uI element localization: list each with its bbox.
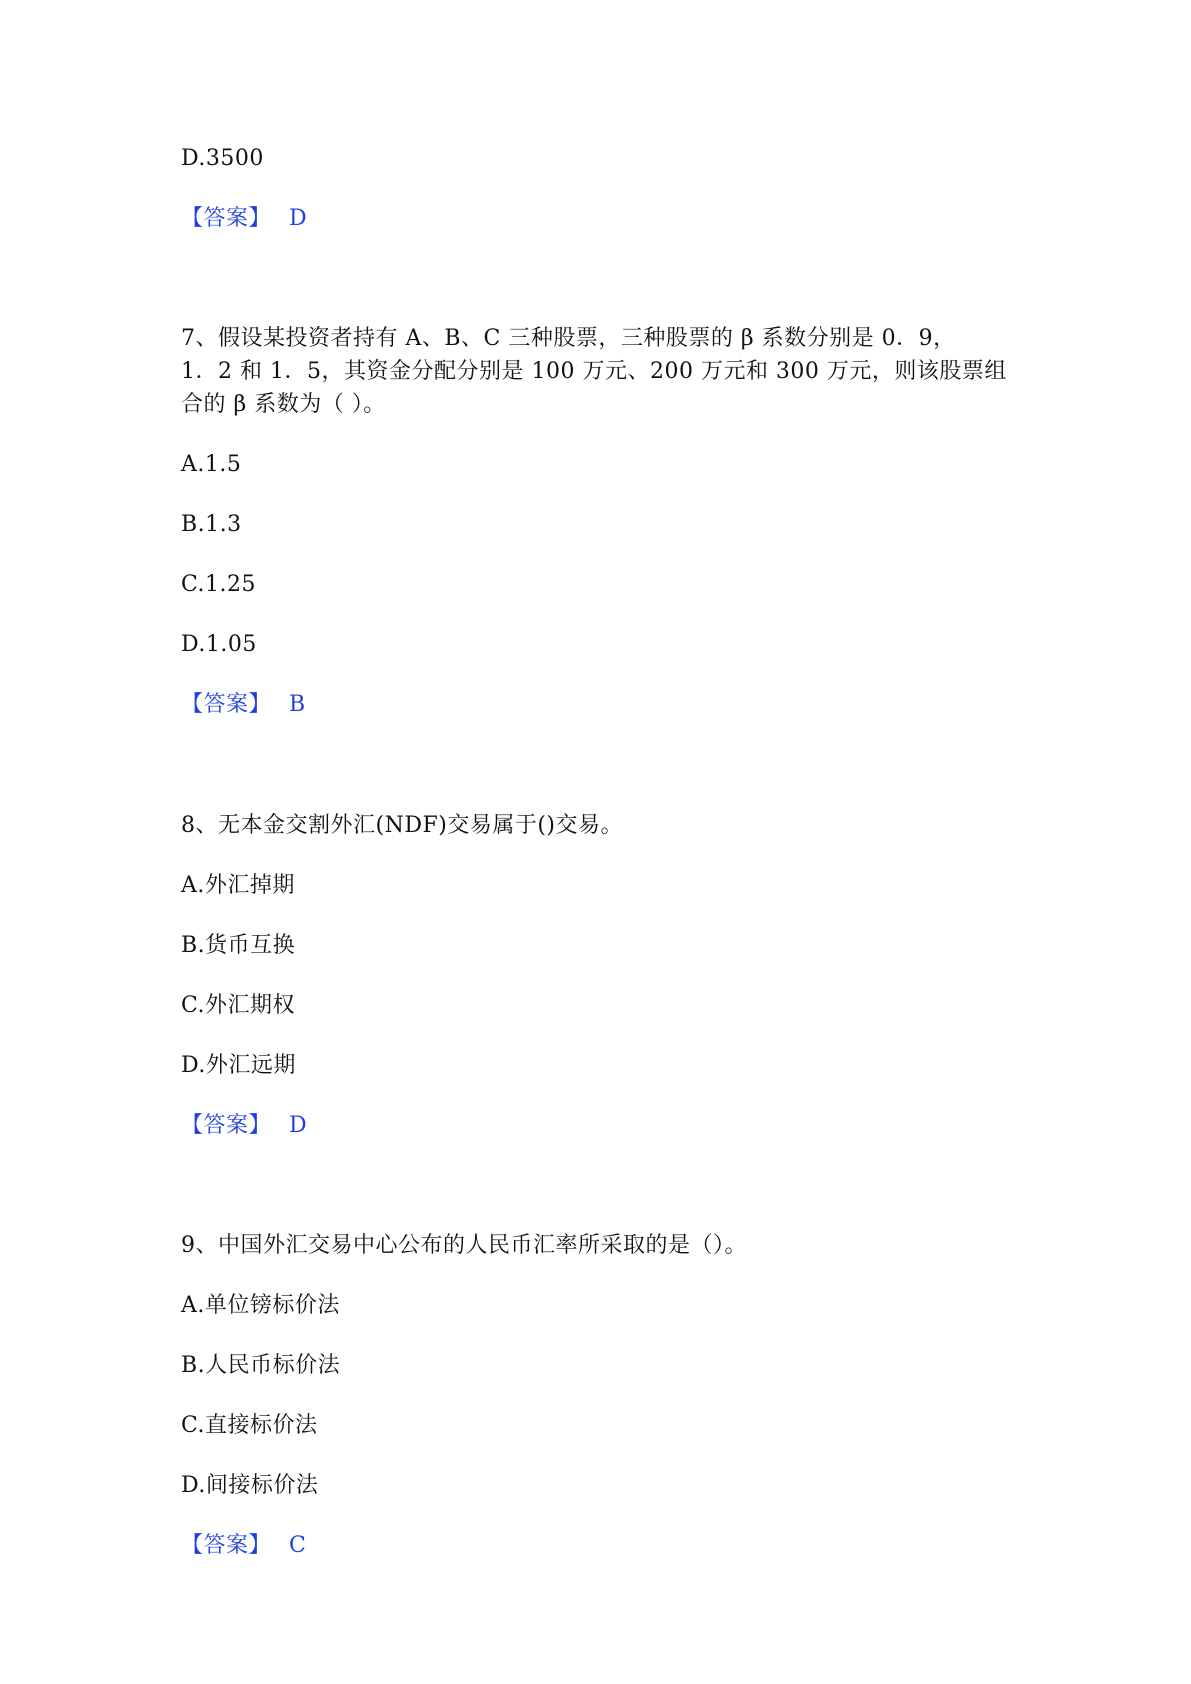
q7-option-c: C.1.25 — [181, 572, 257, 597]
answer-label: 【答案】 — [181, 692, 272, 717]
q7-stem-line-3: 合的 β 系数为（ ）。 — [181, 392, 386, 417]
q8-option-d: D.外汇远期 — [181, 1053, 296, 1078]
q9-answer — [181, 1530, 306, 1562]
q9-option-d: D.间接标价法 — [181, 1473, 319, 1498]
q7-option-a: A.1.5 — [181, 452, 242, 477]
q9-option-b: B.人民币标价法 — [181, 1353, 341, 1378]
q9-option-a: A.单位镑标价法 — [181, 1293, 340, 1318]
q6-answer — [181, 203, 307, 235]
q8-option-a: A.外汇掉期 — [181, 873, 295, 898]
q7-option-d: D.1.05 — [181, 632, 257, 657]
answer-label: 【答案】 — [181, 1113, 272, 1138]
q7-answer — [181, 689, 306, 721]
q9-stem: 9、中国外汇交易中心公布的人民币汇率所采取的是（）。 — [181, 1233, 747, 1258]
q6-option-d: D.3500 — [181, 146, 264, 171]
answer-value: C — [289, 1533, 307, 1558]
q8-option-c: C.外汇期权 — [181, 993, 296, 1018]
q9-option-c: C.直接标价法 — [181, 1413, 318, 1438]
q7-stem-line-2: 1．2 和 1．5，其资金分配分别是 100 万元、200 万元和 300 万元，则该股票组 — [181, 359, 1007, 384]
answer-value: D — [289, 1113, 308, 1138]
q8-stem: 8、无本金交割外汇(NDF)交易属于()交易。 — [181, 813, 623, 838]
answer-label: 【答案】 — [181, 1533, 272, 1558]
q7-option-b: B.1.3 — [181, 512, 242, 537]
answer-value: B — [289, 692, 306, 717]
answer-value: D — [289, 206, 308, 231]
q7-stem-line-1: 7、假设某投资者持有 A、B、C 三种股票，三种股票的 β 系数分别是 0．9， — [181, 326, 956, 351]
q8-answer — [181, 1110, 307, 1142]
q8-option-b: B.货币互换 — [181, 933, 296, 958]
answer-label: 【答案】 — [181, 206, 272, 231]
